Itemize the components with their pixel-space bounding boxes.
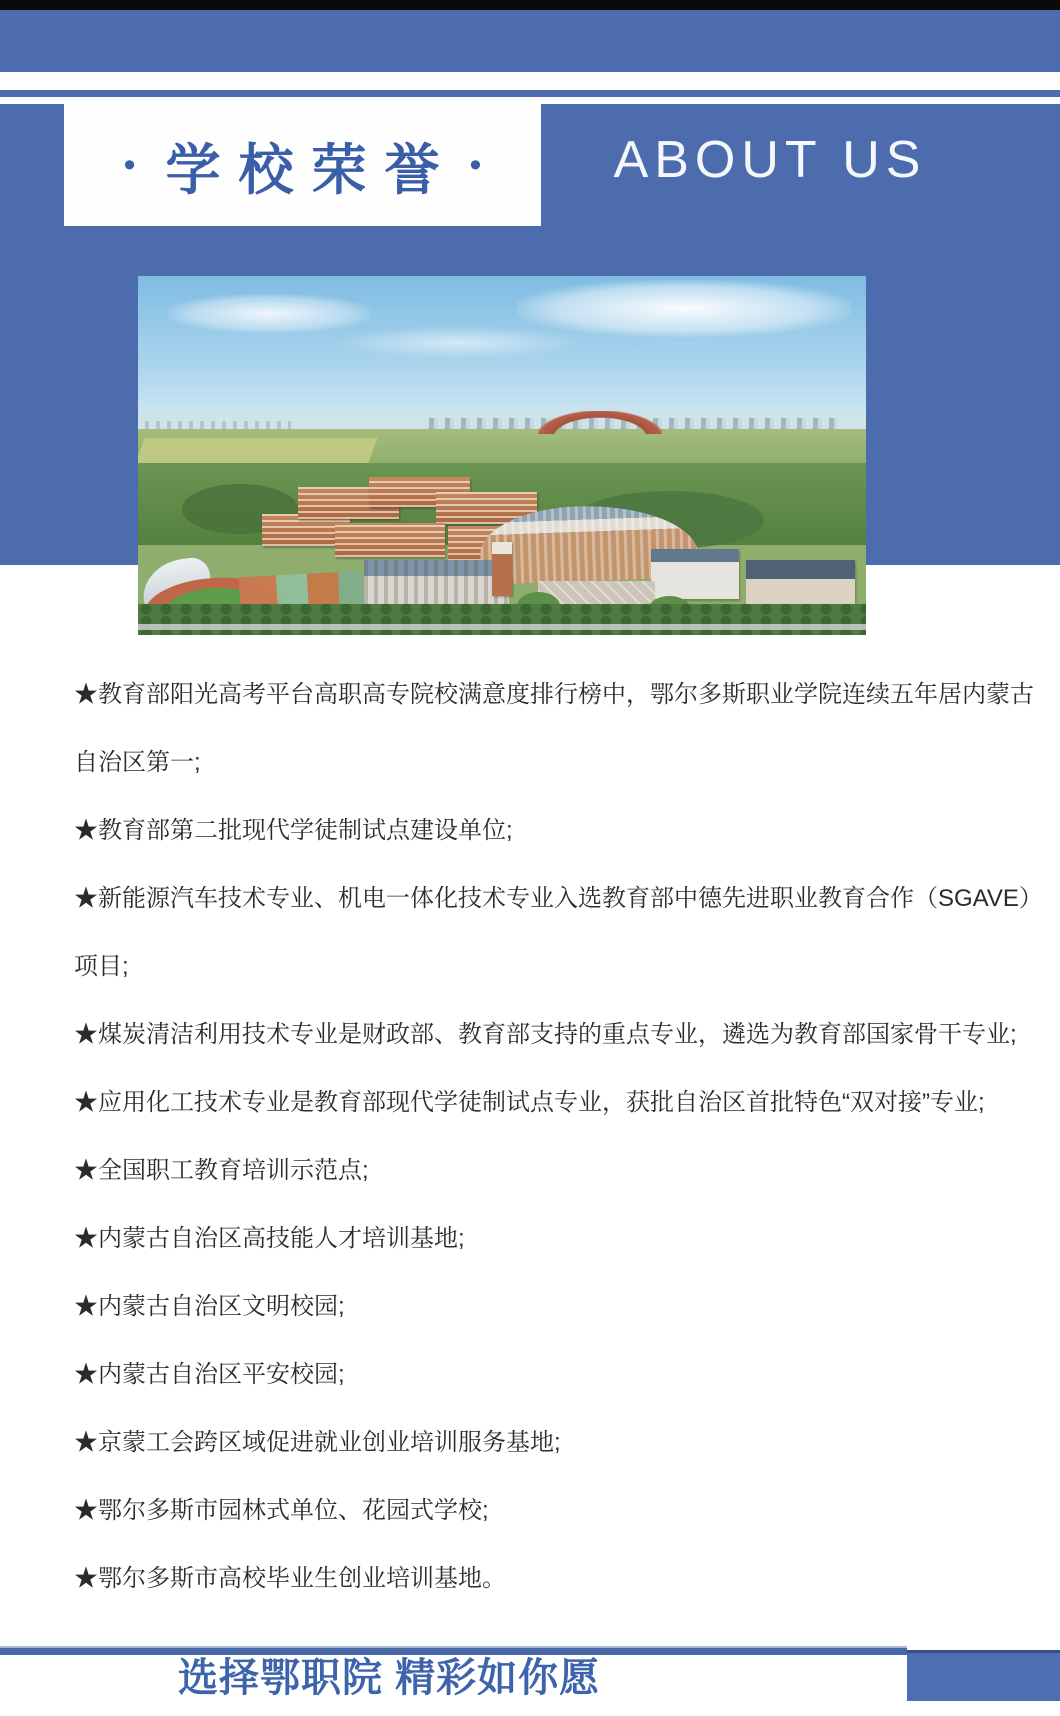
footer-rule (0, 1646, 907, 1655)
honor-line: ★全国职工教育培训示范点; (74, 1157, 369, 1184)
about-us-subtitle: ABOUT US (613, 131, 927, 189)
honor-line: ★内蒙古自治区平安校园; (74, 1361, 345, 1388)
honor-line: ★教育部阳光高考平台高职高专院校满意度排行榜中，鄂尔多斯职业学院连续五年居内蒙古 (74, 681, 1034, 708)
honor-line: ★教育部第二批现代学徒制试点建设单位; (74, 817, 513, 844)
honor-line: ★煤炭清洁利用技术专业是财政部、教育部支持的重点专业，遴选为教育部国家骨干专业; (74, 1021, 1017, 1048)
honors-list (74, 661, 1043, 1613)
photo-clock-tower (492, 542, 512, 596)
honor-line: ★鄂尔多斯市高校毕业生创业培训基地。 (74, 1565, 506, 1592)
honor-line: ★新能源汽车技术专业、机电一体化技术专业入选教育部中德先进职业教育合作（SGAVE） (74, 885, 1043, 912)
campus-aerial-photo (138, 276, 866, 635)
header-divider-line (0, 90, 1060, 97)
title-dot-right: • (469, 146, 482, 184)
photo-road (138, 624, 866, 630)
footer-corner-block (907, 1650, 1060, 1701)
page-title: 学校荣誉 (165, 138, 458, 201)
header-white-stripe (0, 72, 1060, 90)
header-white-stripe-2 (0, 97, 1060, 104)
honor-line: ★应用化工技术专业是教育部现代学徒制试点专业，获批自治区首批特色“双对接”专业; (74, 1089, 985, 1116)
title-dot-left: • (123, 146, 136, 184)
photo-dorm-building (335, 523, 445, 558)
photo-distant-stadium (538, 411, 662, 434)
title-box (64, 104, 541, 226)
header-blue-band (0, 10, 1060, 72)
photo-cloud (335, 326, 583, 358)
photo-lab-building (651, 549, 738, 599)
footer-slogan: 选择鄂职院 精彩如你愿 (178, 1656, 601, 1700)
honor-line: ★京蒙工会跨区域促进就业创业培训服务基地; (74, 1429, 561, 1456)
honor-line: 自治区第一; (74, 749, 201, 776)
honor-line: ★内蒙古自治区高技能人才培训基地; (74, 1225, 465, 1252)
honor-line: ★鄂尔多斯市园林式单位、花园式学校; (74, 1497, 489, 1524)
photo-tree-row (138, 604, 866, 635)
top-black-bar (0, 0, 1060, 10)
honor-line: 项目; (74, 953, 129, 980)
honor-line: ★内蒙古自治区文明校园; (74, 1293, 345, 1320)
